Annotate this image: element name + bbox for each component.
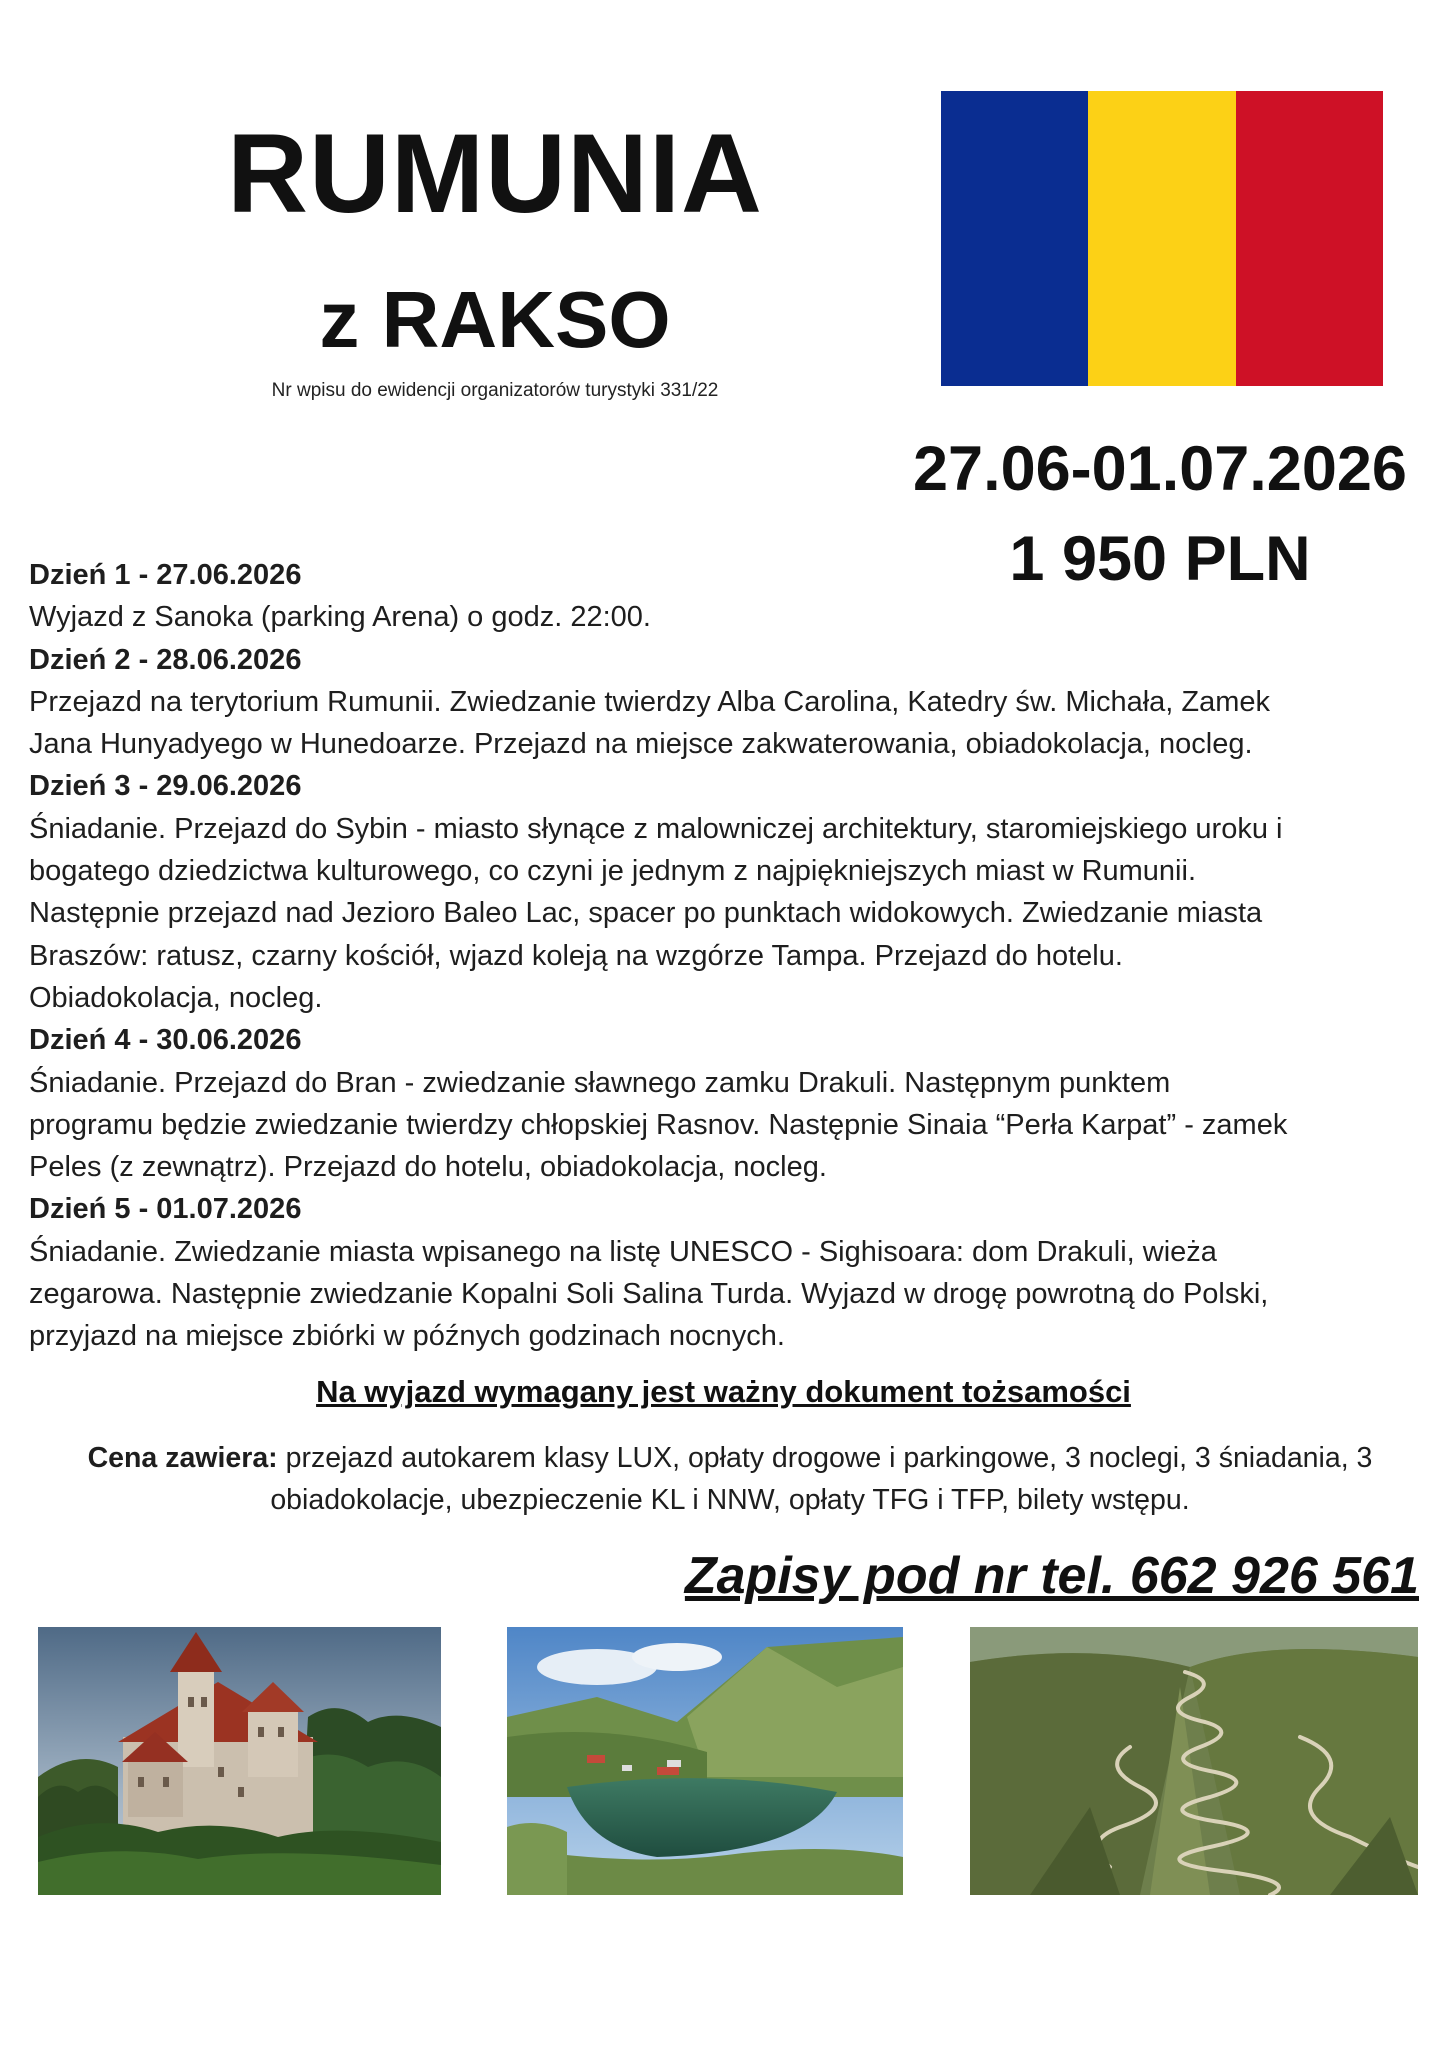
price-includes-text: przejazd autokarem klasy LUX, opłaty drogowe i parkingowe, 3 noclegi, 3 śniadania, 3 — [277, 1442, 1373, 1474]
day-5-line: przyjazd na miejsce zbiórki w późnych godzinach nocnych. — [29, 1320, 785, 1353]
bran-castle-photo — [38, 1627, 441, 1895]
trip-dates: 27.06-01.07.2026 — [913, 434, 1407, 504]
flag-stripe-yellow — [1088, 91, 1235, 386]
registry-number: Nr wpisu do ewidencji organizatorów turystyki 331/22 — [271, 380, 719, 401]
flag-stripe-blue — [941, 91, 1088, 386]
price-includes-text: obiadokolacje, ubezpieczenie KL i NNW, opłaty TFG i TFP, bilety wstępu. — [270, 1484, 1190, 1516]
day-4-line: programu będzie zwiedzanie twierdzy chłopskiej Rasnov. Następnie Sinaia “Perła Karpat” - zamek — [29, 1108, 1288, 1141]
day-3-line: bogatego dziedzictwa kulturowego, co czyni je jednym z najpiękniejszych miast w Rumunii. — [29, 855, 1196, 888]
day-4-line: Peles (z zewnątrz). Przejazd do hotelu, obiadokolacja, nocleg. — [29, 1151, 827, 1184]
price-includes — [40, 1437, 1420, 1521]
trip-price: 1 950 PLN — [1009, 524, 1311, 594]
poster-title: RUMUNIA — [227, 111, 763, 236]
day-2-line: Przejazd na terytorium Rumunii. Zwiedzanie twierdzy Alba Carolina, Katedry św. Michała, Zamek — [29, 685, 1271, 718]
day-1-heading: Dzień 1 - 27.06.2026 — [29, 559, 302, 591]
price-includes-label: Cena zawiera: — [87, 1442, 278, 1474]
day-4-line: Śniadanie. Przejazd do Bran - zwiedzanie sławnego zamku Drakuli. Następnym punktem — [29, 1066, 1171, 1099]
day-5-line: zegarowa. Następnie zwiedzanie Kopalni Soli Salina Turda. Wyjazd w drogę powrotną do Polski, — [29, 1278, 1269, 1311]
day-5-heading: Dzień 5 - 01.07.2026 — [29, 1193, 302, 1226]
romania-flag — [941, 91, 1383, 386]
day-4-heading: Dzień 4 - 30.06.2026 — [29, 1024, 302, 1057]
day-2-heading: Dzień 2 - 28.06.2026 — [29, 643, 302, 676]
itinerary — [29, 554, 1429, 1358]
day-5-line: Śniadanie. Zwiedzanie miasta wpisanego na listę UNESCO - Sighisoara: dom Drakuli, wieża — [29, 1235, 1217, 1268]
day-2-line: Jana Hunyadyego w Hunedoarze. Przejazd na miejsce zakwaterowania, obiadokolacja, nocleg. — [29, 728, 1253, 761]
id-document-notice: Na wyjazd wymagany jest ważny dokument tożsamości — [316, 1374, 1131, 1409]
transfagarasan-road-photo — [970, 1627, 1418, 1895]
day-3-line: Obiadokolacja, nocleg. — [29, 981, 323, 1014]
flag-stripe-red — [1236, 91, 1383, 386]
day-3-heading: Dzień 3 - 29.06.2026 — [29, 770, 302, 803]
day-3-line: Następnie przejazd nad Jezioro Baleo Lac, spacer po punktach widokowych. Zwiedzanie miasta — [29, 897, 1263, 930]
poster-subtitle: z RAKSO — [319, 275, 671, 364]
signup-phone: Zapisy pod nr tel. 662 926 561 — [684, 1547, 1419, 1605]
day-3-line: Śniadanie. Przejazd do Sybin - miasto słynące z malowniczej architektury, staromiejskiego uroku i — [29, 812, 1283, 845]
day-1-line: Wyjazd z Sanoka (parking Arena) o godz. 22:00. — [29, 601, 651, 634]
day-3-line: Braszów: ratusz, czarny kościół, wjazd koleją na wzgórze Tampa. Przejazd do hotelu. — [29, 939, 1123, 972]
balea-lake-photo — [507, 1627, 903, 1895]
